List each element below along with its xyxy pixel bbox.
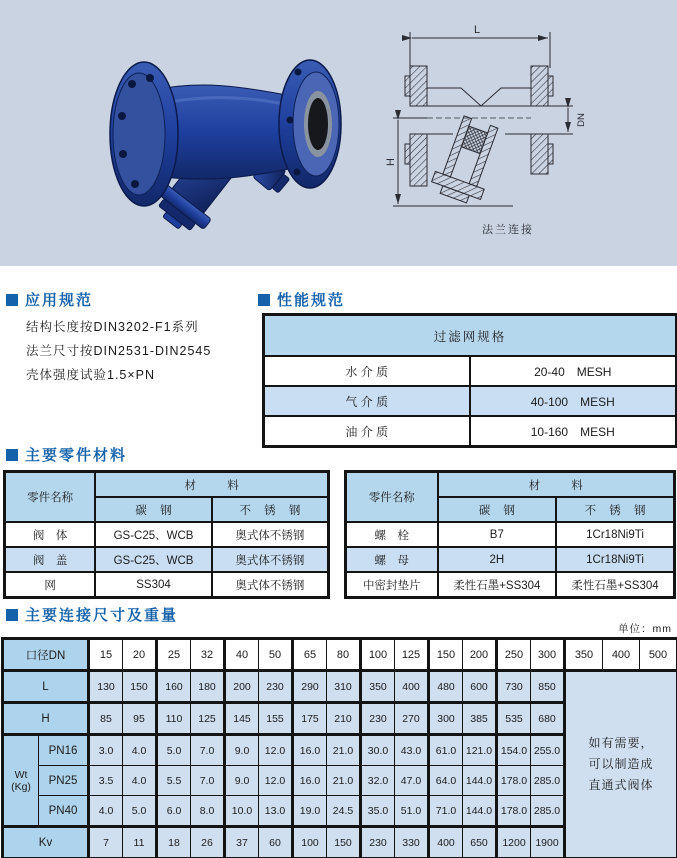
materials-row <box>5 522 329 547</box>
dim-value-cell: 230 <box>259 671 293 703</box>
dim-value-cell: 32.0 <box>361 766 395 796</box>
dim-value-cell: 13.0 <box>259 796 293 827</box>
hero-banner <box>0 0 677 266</box>
dim-value-cell: 7.0 <box>191 766 225 796</box>
dim-value-cell: 125 <box>191 703 225 735</box>
photo-right-flange <box>279 60 341 188</box>
dim-value-cell: 285.0 <box>531 766 565 796</box>
dimension-dn <box>548 106 573 134</box>
unit-label: 单位：mm <box>618 623 672 635</box>
row-label-cell: PN16 <box>39 735 89 766</box>
section-title-text: 主要零件材料 <box>25 447 128 464</box>
dim-value-cell: 160 <box>157 671 191 703</box>
dn-value-cell: 40 <box>225 639 259 671</box>
dim-h-label: H <box>385 158 397 166</box>
mesh-value-cell: 10-160 MESH <box>470 416 677 447</box>
carbon-steel-header: 碳 钢 <box>438 497 556 522</box>
dim-value-cell: 7 <box>89 827 123 858</box>
dim-value-cell: 43.0 <box>395 735 429 766</box>
dim-value-cell: 145 <box>225 703 259 735</box>
drawing-left-flange <box>405 66 427 186</box>
dim-value-cell: 680 <box>531 703 565 735</box>
stainless-material-cell: 奥式体不锈钢 <box>212 547 329 572</box>
dim-value-cell: 178.0 <box>497 796 531 827</box>
dim-value-cell: 9.0 <box>225 735 259 766</box>
drawing-caption: 法兰连接 <box>482 224 534 236</box>
mesh-value-cell: 40-100 MESH <box>470 386 677 416</box>
dim-value-cell: 4.0 <box>123 766 157 796</box>
dim-value-cell: 255.0 <box>531 735 565 766</box>
dn-value-cell: 150 <box>429 639 463 671</box>
dim-value-cell: 3.5 <box>89 766 123 796</box>
stainless-material-cell: 1Cr18Ni9Ti <box>556 522 674 547</box>
dim-value-cell: 35.0 <box>361 796 395 827</box>
dn-value-cell: 25 <box>157 639 191 671</box>
carbon-material-cell: 柔性石墨+SS304 <box>438 572 556 598</box>
dim-value-cell: 150 <box>327 827 361 858</box>
dim-dn-label: DN <box>576 113 587 127</box>
dim-value-cell: 144.0 <box>463 796 497 827</box>
dim-value-cell: 19.0 <box>293 796 327 827</box>
materials-table-right <box>344 470 676 599</box>
dim-value-cell: 535 <box>497 703 531 735</box>
dim-value-cell: 310 <box>327 671 361 703</box>
dim-value-cell: 150 <box>123 671 157 703</box>
row-label-cell: L <box>3 671 89 703</box>
application-spec-line: 结构长度按DIN3202-F1系列 <box>26 320 199 334</box>
section-title-dimensions <box>6 604 178 625</box>
dim-value-cell: 230 <box>361 703 395 735</box>
part-name-cell: 螺 栓 <box>346 522 438 547</box>
mesh-value-cell: 20-40 MESH <box>470 356 677 386</box>
technical-drawing-svg <box>383 18 633 214</box>
dim-value-cell: 64.0 <box>429 766 463 796</box>
materials-row <box>346 522 675 547</box>
dn-value-cell: 400 <box>603 639 640 671</box>
part-name-cell: 阀 盖 <box>5 547 96 572</box>
material-header: 材 料 <box>95 472 328 498</box>
dim-value-cell: 121.0 <box>463 735 497 766</box>
dim-value-cell: 600 <box>463 671 497 703</box>
filter-spec-header: 过滤网规格 <box>264 315 677 357</box>
dim-value-cell: 480 <box>429 671 463 703</box>
row-label-cell: PN25 <box>39 766 89 796</box>
dim-value-cell: 154.0 <box>497 735 531 766</box>
technical-drawing <box>383 18 633 237</box>
section-bullet-icon <box>6 609 18 621</box>
section-bullet-icon <box>258 294 270 306</box>
medium-name-cell: 水 介 质 <box>264 356 470 386</box>
dn-value-cell: 65 <box>293 639 327 671</box>
dim-value-cell: 1900 <box>531 827 565 858</box>
carbon-material-cell: GS-C25、WCB <box>95 522 212 547</box>
stainless-material-cell: 1Cr18Ni9Ti <box>556 547 674 572</box>
dim-value-cell: 400 <box>395 671 429 703</box>
part-name-cell: 螺 母 <box>346 547 438 572</box>
filter-spec-row <box>264 416 677 447</box>
dim-value-cell: 100 <box>293 827 327 858</box>
dim-value-cell: 180 <box>191 671 225 703</box>
drawing-body <box>427 88 531 134</box>
dn-header-cell: 口径DN <box>3 639 89 671</box>
drawing-strainer-leg <box>429 113 506 207</box>
dn-value-cell: 350 <box>565 639 603 671</box>
dim-value-cell: 730 <box>497 671 531 703</box>
stainless-material-cell: 柔性石墨+SS304 <box>556 572 674 598</box>
carbon-material-cell: 2H <box>438 547 556 572</box>
dim-value-cell: 16.0 <box>293 766 327 796</box>
carbon-material-cell: B7 <box>438 522 556 547</box>
dim-value-cell: 21.0 <box>327 766 361 796</box>
dimension-row-l <box>3 671 677 703</box>
dim-value-cell: 21.0 <box>327 735 361 766</box>
dn-value-cell: 80 <box>327 639 361 671</box>
medium-name-cell: 气 介 质 <box>264 386 470 416</box>
stainless-material-cell: 奥式体不锈钢 <box>212 572 329 598</box>
medium-name-cell: 油 介 质 <box>264 416 470 447</box>
dim-value-cell: 155 <box>259 703 293 735</box>
note-cell: 如有需要， 可以制造成 直通式阀体 <box>565 671 677 858</box>
materials-table-left <box>3 470 330 599</box>
dim-value-cell: 385 <box>463 703 497 735</box>
dim-value-cell: 200 <box>225 671 259 703</box>
dim-value-cell: 330 <box>395 827 429 858</box>
stainless-material-cell: 奥式体不锈钢 <box>212 522 329 547</box>
part-name-header: 零件名称 <box>346 472 438 523</box>
materials-row <box>5 547 329 572</box>
dim-value-cell: 8.0 <box>191 796 225 827</box>
dn-value-cell: 20 <box>123 639 157 671</box>
dim-value-cell: 5.5 <box>157 766 191 796</box>
dim-value-cell: 61.0 <box>429 735 463 766</box>
carbon-steel-header: 碳 钢 <box>95 497 212 522</box>
dim-value-cell: 4.0 <box>89 796 123 827</box>
dn-value-cell: 32 <box>191 639 225 671</box>
dimension-l <box>410 32 550 68</box>
dim-value-cell: 350 <box>361 671 395 703</box>
application-spec-lines <box>26 319 211 391</box>
dim-value-cell: 144.0 <box>463 766 497 796</box>
part-name-header: 零件名称 <box>5 472 96 523</box>
part-name-cell: 网 <box>5 572 96 598</box>
dim-value-cell: 850 <box>531 671 565 703</box>
row-label-cell: H <box>3 703 89 735</box>
dim-value-cell: 285.0 <box>531 796 565 827</box>
application-spec-line: 壳体强度试验1.5×PN <box>26 368 156 382</box>
dn-value-cell: 50 <box>259 639 293 671</box>
dim-value-cell: 1200 <box>497 827 531 858</box>
carbon-material-cell: SS304 <box>95 572 212 598</box>
wt-group-cell: Wt (Kg) <box>3 735 39 827</box>
dn-value-cell: 15 <box>89 639 123 671</box>
dim-l-label: L <box>473 24 481 36</box>
dim-value-cell: 210 <box>327 703 361 735</box>
dimensions-table <box>1 637 677 858</box>
stainless-steel-header: 不 锈 钢 <box>212 497 329 522</box>
dim-value-cell: 16.0 <box>293 735 327 766</box>
dn-value-cell: 500 <box>640 639 677 671</box>
stainless-steel-header: 不 锈 钢 <box>556 497 674 522</box>
dim-value-cell: 71.0 <box>429 796 463 827</box>
section-title-text: 应用规范 <box>25 292 94 309</box>
dim-value-cell: 400 <box>429 827 463 858</box>
dim-value-cell: 110 <box>157 703 191 735</box>
dim-value-cell: 6.0 <box>157 796 191 827</box>
filter-spec-row <box>264 386 677 416</box>
materials-table <box>344 470 676 599</box>
materials-row <box>346 547 675 572</box>
dim-value-cell: 230 <box>361 827 395 858</box>
dim-value-cell: 290 <box>293 671 327 703</box>
dn-value-cell: 300 <box>531 639 565 671</box>
dim-value-cell: 37 <box>225 827 259 858</box>
section-title-performance <box>258 289 345 310</box>
dim-value-cell: 178.0 <box>497 766 531 796</box>
row-label-cell: PN40 <box>39 796 89 827</box>
dim-value-cell: 300 <box>429 703 463 735</box>
dim-value-cell: 9.0 <box>225 766 259 796</box>
materials-table <box>3 470 330 599</box>
material-header: 材 料 <box>438 472 675 498</box>
section-title-text: 性能规范 <box>277 292 346 309</box>
section-bullet-icon <box>6 294 18 306</box>
section-title-materials <box>6 444 127 465</box>
product-photo-y-strainer <box>98 24 368 242</box>
dim-value-cell: 5.0 <box>157 735 191 766</box>
drawing-right-flange <box>531 66 553 174</box>
dim-value-cell: 30.0 <box>361 735 395 766</box>
dim-value-cell: 175 <box>293 703 327 735</box>
dim-value-cell: 95 <box>123 703 157 735</box>
dim-value-cell: 12.0 <box>259 735 293 766</box>
dim-value-cell: 11 <box>123 827 157 858</box>
filter-spec-table <box>262 313 677 448</box>
row-label-cell: Kv <box>3 827 89 858</box>
dim-value-cell: 12.0 <box>259 766 293 796</box>
photo-left-flange <box>110 62 178 206</box>
materials-row <box>5 572 329 598</box>
dim-value-cell: 130 <box>89 671 123 703</box>
part-name-cell: 中密封垫片 <box>346 572 438 598</box>
dim-value-cell: 24.5 <box>327 796 361 827</box>
dim-value-cell: 60 <box>259 827 293 858</box>
dn-value-cell: 250 <box>497 639 531 671</box>
filter-spec-row <box>264 356 677 386</box>
dn-value-cell: 100 <box>361 639 395 671</box>
dn-header-row <box>3 639 677 671</box>
dim-value-cell: 5.0 <box>123 796 157 827</box>
dim-value-cell: 7.0 <box>191 735 225 766</box>
carbon-material-cell: GS-C25、WCB <box>95 547 212 572</box>
dim-value-cell: 85 <box>89 703 123 735</box>
application-spec-line: 法兰尺寸按DIN2531-DIN2545 <box>26 344 212 358</box>
part-name-cell: 阀 体 <box>5 522 96 547</box>
dn-value-cell: 125 <box>395 639 429 671</box>
dim-value-cell: 4.0 <box>123 735 157 766</box>
dim-value-cell: 650 <box>463 827 497 858</box>
dim-value-cell: 51.0 <box>395 796 429 827</box>
section-title-application <box>6 289 93 310</box>
dim-value-cell: 47.0 <box>395 766 429 796</box>
dim-value-cell: 270 <box>395 703 429 735</box>
dim-value-cell: 3.0 <box>89 735 123 766</box>
dim-value-cell: 10.0 <box>225 796 259 827</box>
dim-value-cell: 18 <box>157 827 191 858</box>
materials-row <box>346 572 675 598</box>
section-title-text: 主要连接尺寸及重量 <box>25 607 179 624</box>
dim-value-cell: 26 <box>191 827 225 858</box>
section-bullet-icon <box>6 449 18 461</box>
dn-value-cell: 200 <box>463 639 497 671</box>
